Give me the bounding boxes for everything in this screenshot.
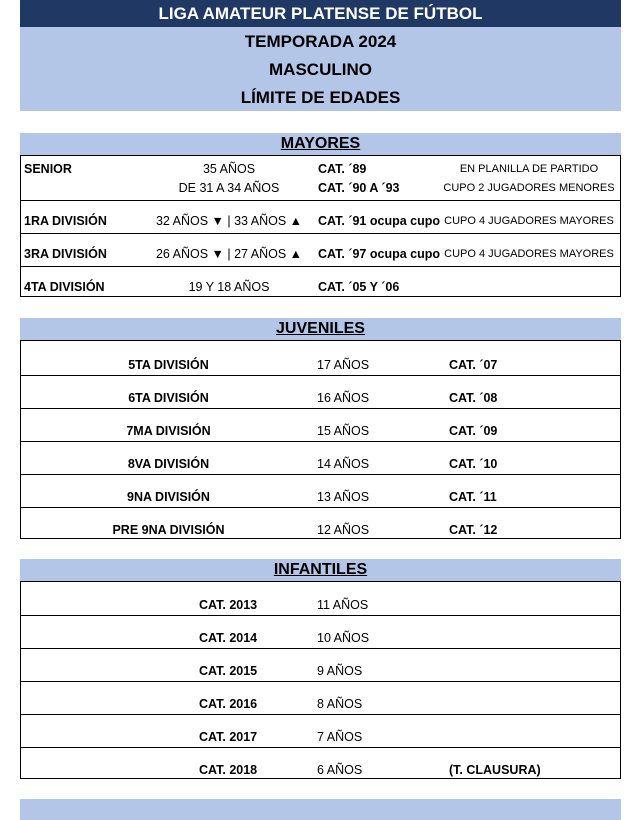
- juveniles-division: PRE 9NA DIVISIÓN: [112, 523, 225, 537]
- mayores-cat: CAT. ´91 ocupa cupo: [318, 214, 441, 228]
- mayores-division: 4TA DIVISIÓN: [24, 280, 105, 294]
- juveniles-cat: CAT. ´12: [449, 523, 498, 537]
- mayores-table: [20, 155, 621, 297]
- mayores-age: 19 Y 18 AÑOS: [188, 280, 270, 294]
- mayores-division: SENIOR: [24, 162, 72, 176]
- infantiles-table: [20, 581, 621, 779]
- mayores-note: EN PLANILLA DE PARTIDO: [459, 163, 599, 175]
- juveniles-cat: CAT. ´09: [449, 424, 498, 438]
- league-title: LIGA AMATEUR PLATENSE DE FÚTBOL: [20, 0, 621, 27]
- infantiles-age: 11 AÑOS: [317, 598, 369, 612]
- juveniles-age: 12 AÑOS: [317, 523, 370, 537]
- infantiles-cat: CAT. 2017: [199, 730, 258, 744]
- mayores-cat: CAT. ´97 ocupa cupo: [318, 247, 441, 261]
- row-divider: [21, 615, 620, 616]
- juveniles-cat: CAT. ´11: [449, 490, 497, 504]
- infantiles-cat: CAT. 2015: [199, 664, 258, 678]
- mayores-note: CUPO 2 JUGADORES MENORES: [443, 182, 615, 194]
- mayores-age: 35 AÑOS: [202, 162, 256, 176]
- juveniles-age: 17 AÑOS: [317, 358, 370, 372]
- mayores-division: 3RA DIVISIÓN: [24, 247, 107, 261]
- row-divider: [21, 474, 620, 475]
- juveniles-section-title: JUVENILES: [20, 318, 621, 340]
- mayores-division: 1RA DIVISIÓN: [24, 214, 107, 228]
- mayores-age: 32 AÑOS ▼ | 33 AÑOS ▲: [155, 214, 303, 228]
- juveniles-age: 13 AÑOS: [317, 490, 370, 504]
- mayores-age: 26 AÑOS ▼ | 27 AÑOS ▲: [155, 247, 303, 261]
- infantiles-cat: CAT. 2016: [199, 697, 258, 711]
- infantiles-cat: CAT. 2018: [199, 763, 258, 777]
- row-divider: [21, 747, 620, 748]
- category-title: MASCULINO: [269, 60, 372, 79]
- row-divider: [21, 507, 620, 508]
- infantiles-age: 6 AÑOS: [317, 763, 363, 777]
- infantiles-cat: CAT. 2013: [199, 598, 258, 612]
- row-divider: [21, 266, 620, 267]
- infantiles-age: 7 AÑOS: [317, 730, 363, 744]
- juveniles-table: [20, 340, 621, 539]
- juveniles-age: 14 AÑOS: [317, 457, 370, 471]
- row-divider: [21, 714, 620, 715]
- mayores-cat: CAT. ´89: [318, 162, 367, 176]
- mayores-cat: CAT. ´05 Y ´06: [318, 280, 400, 294]
- mayores-section-title: MAYORES: [20, 133, 621, 155]
- row-divider: [21, 233, 620, 234]
- row-divider: [21, 200, 620, 201]
- row-divider: [21, 441, 620, 442]
- juveniles-cat: CAT. ´07: [449, 358, 498, 372]
- mayores-age: DE 31 A 34 AÑOS: [178, 181, 280, 195]
- juveniles-division: 5TA DIVISIÓN: [128, 358, 209, 372]
- row-divider: [21, 681, 620, 682]
- infantiles-section-title: INFANTILES: [20, 559, 621, 581]
- age-limit-title: LÍMITE DE EDADES: [240, 88, 401, 107]
- juveniles-division: 9NA DIVISIÓN: [127, 490, 210, 504]
- juveniles-division: 8VA DIVISIÓN: [127, 457, 210, 471]
- header-block: [20, 27, 621, 111]
- juveniles-division: 7MA DIVISIÓN: [126, 424, 211, 438]
- infantiles-age: 10 AÑOS: [317, 631, 370, 645]
- juveniles-division: 6TA DIVISIÓN: [128, 391, 209, 405]
- infantiles-age: 8 AÑOS: [317, 697, 363, 711]
- mayores-note: CUPO 4 JUGADORES MAYORES: [444, 248, 614, 260]
- infantiles-age: 9 AÑOS: [317, 664, 363, 678]
- mayores-note: CUPO 4 JUGADORES MAYORES: [444, 215, 614, 227]
- infantiles-cat: CAT. 2014: [199, 631, 258, 645]
- row-divider: [21, 375, 620, 376]
- juveniles-cat: CAT. ´08: [449, 391, 498, 405]
- juveniles-age: 16 AÑOS: [317, 391, 370, 405]
- infantiles-note: (T. CLAUSURA): [449, 763, 541, 777]
- juveniles-age: 15 AÑOS: [317, 424, 370, 438]
- mayores-cat: CAT. ´90 A ´93: [318, 181, 400, 195]
- juveniles-cat: CAT. ´10: [449, 457, 498, 471]
- row-divider: [21, 408, 620, 409]
- row-divider: [21, 648, 620, 649]
- season-title: TEMPORADA 2024: [244, 32, 397, 51]
- footer-band: [20, 799, 621, 820]
